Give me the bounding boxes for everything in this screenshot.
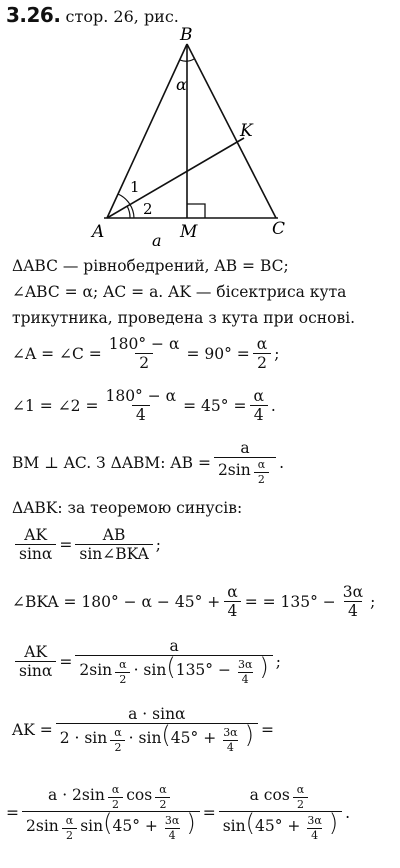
label-k: K (240, 121, 253, 141)
fraction: $\frac{3\alpha}{4}$ (223, 726, 238, 754)
label-alpha: α (176, 75, 187, 94)
equation-ak (12, 706, 274, 753)
eq-lhs: BM ⊥ AC. З ΔABM: AB = (12, 453, 211, 472)
angle-arc-inner (127, 206, 130, 218)
fraction: $\frac{\alpha}{2}$ (110, 727, 125, 753)
fraction: $\frac{\alpha}{2}$ (62, 815, 77, 841)
eq-lhs: ∠BKA = 180° − α − 45° + (12, 592, 221, 611)
eq-end: ; (275, 652, 281, 671)
label-c: C (272, 219, 286, 239)
fraction: a 2sin $\frac{\alpha}{2}$ · sin(135° − $\frac{3\alpha}{4}$ ) (75, 638, 272, 685)
eq-lhs: AK = (12, 720, 53, 739)
triangle-figure (0, 0, 400, 250)
equation-final (6, 784, 350, 841)
label-a: A (92, 222, 105, 242)
fraction: $\frac{180^\circ - \alpha}{2}$ (108, 335, 180, 373)
problem-number: 3.26. (6, 3, 61, 27)
fraction: $\frac{AB}{\text{sin∠BKA}}$ (75, 527, 152, 563)
eq-end: ; (155, 535, 162, 554)
fraction: $\frac{\alpha}{4}$ (249, 388, 267, 424)
fraction: a 2sin $\frac{\alpha}{2}$ (214, 440, 276, 485)
fraction: a · 2sin $\frac{\alpha}{2}$ cos $\frac{\alpha}{2}$ 2sin $\frac{\alpha}{2}$ sin(45° + $\frac{3\alpha}{4}$ ) (22, 784, 200, 841)
side-bc (187, 44, 276, 218)
eq-lead: = (6, 803, 19, 822)
fraction: $\frac{\alpha}{2}$ (293, 784, 308, 810)
fraction: $\frac{\alpha}{4}$ (223, 584, 241, 620)
equation-angles-1-2 (12, 388, 276, 424)
text-line-sine-theorem: ΔABK: за теоремою синусів: (12, 499, 243, 517)
eq-sign: = (202, 803, 216, 822)
eq-mid: = 45° = (183, 396, 247, 415)
eq-mid: = = 135° − (244, 592, 336, 611)
equation-angle-bka (12, 584, 375, 620)
fraction: $\frac{\alpha}{2}$ (115, 659, 130, 685)
eq-end: = (261, 720, 274, 739)
label-b: B (180, 25, 193, 45)
equation-ab (12, 440, 284, 485)
label-m: M (180, 222, 198, 242)
fraction: $\frac{AK}{\sin\alpha}$ (15, 527, 56, 563)
fraction: a · sinα 2 · sin $\frac{\alpha}{2}$ · sin(45° + $\frac{3\alpha}{4}$ ) (56, 706, 258, 753)
text-line-1: ΔABC — рівнобедрений, AB = BC; (12, 257, 289, 275)
equation-sine-theorem (12, 527, 161, 563)
figure-reference: стор. 26, рис. (65, 7, 179, 26)
fraction: $\frac{\alpha}{2}$ (253, 336, 271, 372)
text-line-2: ∠ABC = α; AC = a. AK — бісектриса кута (12, 283, 347, 301)
equation-angles-a-c (12, 336, 279, 372)
eq-end: . (279, 453, 285, 472)
fraction: $\frac{180^\circ - \alpha}{4}$ (105, 387, 177, 425)
eq-sign: = (59, 535, 73, 554)
eq-lhs: ∠1 = ∠2 = (12, 396, 99, 415)
eq-lhs: ∠A = ∠C = (12, 344, 102, 363)
fraction: $\frac{3\alpha}{4}$ (342, 583, 364, 621)
right-angle-mark (187, 204, 205, 218)
eq-sign: = (59, 652, 73, 671)
label-angle-1: 1 (130, 178, 140, 196)
eq-end: . (345, 803, 351, 822)
label-side-a: a (152, 231, 162, 250)
fraction: $\frac{3\alpha}{4}$ (307, 814, 322, 842)
fraction: $\frac{\alpha}{2}$ (155, 784, 170, 810)
label-angle-2: 2 (143, 200, 153, 218)
equation-ak-ratio (12, 638, 281, 685)
eq-end: . (270, 396, 276, 415)
fraction: $\frac{\alpha}{2}$ (254, 459, 269, 485)
fraction: $\frac{AK}{\sin\alpha}$ (15, 644, 56, 680)
text-line-3: трикутника, проведена з кута при основі. (12, 309, 356, 327)
eq-mid: = 90° = (186, 344, 250, 363)
eq-end: ; (370, 592, 376, 611)
fraction: $\frac{\alpha}{2}$ (108, 784, 123, 810)
fraction: $\frac{3\alpha}{4}$ (237, 658, 253, 686)
fraction: a cos $\frac{\alpha}{2}$ sin(45° + $\frac{3\alpha}{4}$ ) (219, 784, 342, 841)
fraction: $\frac{3\alpha}{4}$ (164, 814, 180, 842)
side-ab (107, 44, 187, 218)
eq-end: ; (274, 344, 280, 363)
